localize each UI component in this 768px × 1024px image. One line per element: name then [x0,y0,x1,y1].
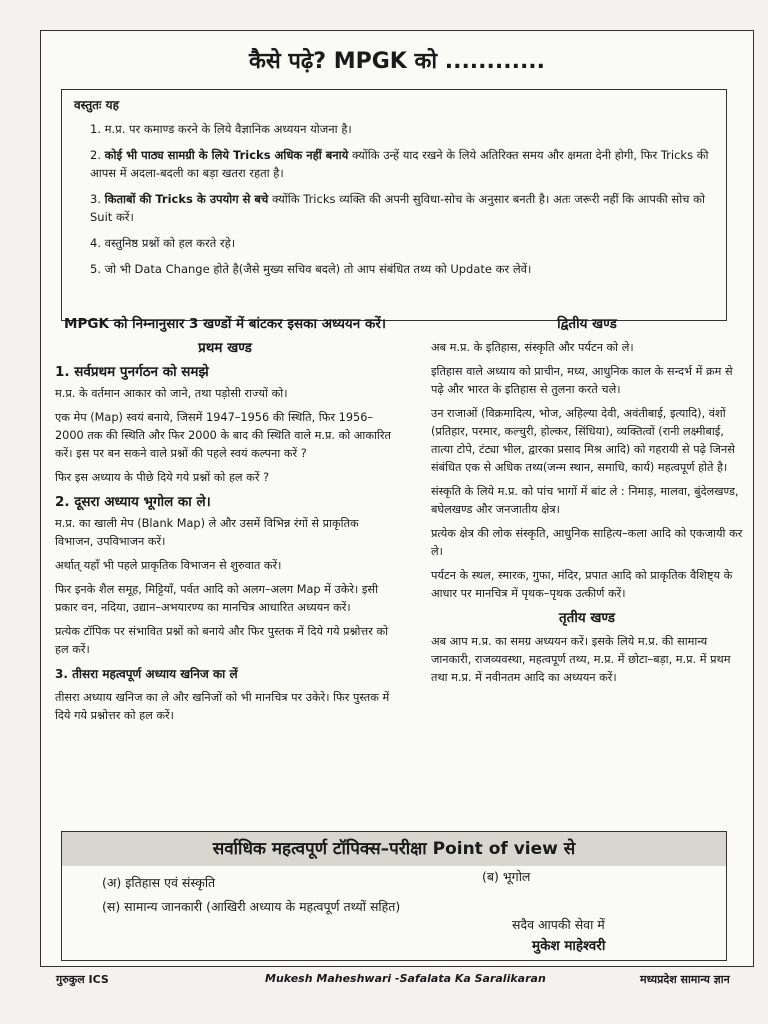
r-para4: संस्कृति के लिये म.प्र. को पांच भागों में बांट ले : निमाड़, मालवा, बुंदेलखण्ड, बघेलखण्ड और जनजातीय क्षेत्र। [431,485,739,516]
s2-heading: 2. दूसरा अध्याय भूगोल का ले। [55,494,211,510]
page-title: कैसे पढ़े? MPGK को ............ [248,49,546,74]
topics-banner: सर्वाधिक महत्वपूर्ण टॉपिक्स–परीक्षा Point of view से [62,832,726,866]
s2-para2: अर्थात् यहाँ भी पहले प्राकृतिक विभाजन से शुरुवात करें। [55,559,282,572]
left-column [55,313,395,731]
s2-para3: फिर इनके शैल समूह, मिट्टियाँ, पर्वत आदि को अलग–अलग Map में उकेरे। इसी प्रकार वन, नदिया, उद्यान–अभयारण्य का मानचित्र आधारित अध्ययन करें। [55,583,378,614]
r-para2: इतिहास वाले अध्याय को प्राचीन, मध्य, आधुनिक काल के सन्दर्भ में क्रम से पढ़े और भारत के इतिहास से तुलना करते चले। [431,365,733,396]
document-page [40,30,754,967]
topics-box [61,831,727,961]
r-para1: अब म.प्र. के इतिहास, संस्कृति और पर्यटन को ले। [431,341,634,354]
list-item: 5. जो भी Data Change होते है(जैसे मुख्य सचिव बदले) तो आप संबंधित तथ्य को Update कर लेवें। [90,262,532,276]
right-column [431,313,743,693]
s1-para3: फिर इस अध्याय के पीछे दिये गये प्रश्नों को हल करें ? [55,471,270,484]
r-para5: प्रत्येक क्षेत्र की लोक संस्कृति, आधुनिक साहित्य–कला आदि को एकजायी कर ले। [431,527,743,558]
signature-name: मुकेश माहेश्वरी [532,938,606,954]
list-item: 2. कोई भी पाठ्य सामग्री के लिये Tricks अधिक नहीं बनाये क्योंकि उन्हें याद रखने के लिये अतिरिक्त समय और क्षमता देनी होगी, फिर Tricks की आपस में अदला-बदली का बड़ा खतरा रहता है। [90,148,709,180]
section1-title: प्रथम खण्ड [198,340,252,356]
s1-para2: एक मेप (Map) स्वयं बनाये, जिसमें 1947–1956 की स्थिति, फिर 1956–2000 तक की स्थिति और फिर 2000 के बाद की स्थिति वाले म.प्र. को आकारित करें। इस पर बन सकने वाले प्रश्नों की पहले स्वयं कल्पना करें ? [55,411,391,460]
section3-title: तृतीय खण्ड [558,610,616,626]
s1-para1: म.प्र. के वर्तमान आकार को जाने, तथा पड़ोसी राज्यों को। [55,387,288,400]
intro-list [62,120,726,286]
footer-right: मध्यप्रदेश सामान्य ज्ञान [640,973,730,986]
r-para7: अब आप म.प्र. का समग्र अध्ययन करें। इसके लिये म.प्र. की सामान्य जानकारी, राजव्यवस्था, महत्वपूर्ण तथ्य, म.प्र. में छोटा–बड़ा, म.प्र. में प्रथम तथा म.प्र. में नवीनतम आदि का अध्ययन करें। [431,635,731,684]
s2-para4: प्रत्येक टॉपिक पर संभावित प्रश्नों को बनाये और फिर पुस्तक में दिये गये प्रश्नोत्तर को हल करें। [55,625,389,656]
list-item: 3. किताबों की Tricks के उपयोग से बचे क्योंकि Tricks व्यक्ति की अपनी सुविधा-सोच के अनुसार बनती है। अतः जरूरी नहीं कि आपकी सोच को Suit करें। [90,192,705,224]
list-item: 4. वस्तुनिष्ठ प्रश्नों को हल करते रहे। [90,236,236,250]
intro-box [61,89,727,321]
footer-left: गुरुकुल ICS [56,973,109,986]
footer-center: Mukesh Maheshwari -Safalata Ka Saralikaran [265,972,546,985]
left-heading: MPGK को निम्नानुसार 3 खण्डों में बांटकर इसका अध्ययन करें। [64,316,386,332]
r-para6: पर्यटन के स्थल, स्मारक, गुफा, मंदिर, प्रपात आदि को प्राकृतिक वैशिष्ट्य के आधार पर मानचित्र में पृथक–पृथक उत्कीर्ण करें। [431,569,733,600]
topic-c: (स) सामान्य जानकारी (आखिरी अध्याय के महत्वपूर्ण तथ्यों सहित) [102,899,401,914]
intro-lead: वस्तुतः यह [74,98,119,112]
topic-b: (ब) भूगोल [482,869,531,884]
topic-a: (अ) इतिहास एवं संस्कृति [102,875,216,890]
r-para3: उन राजाओं (विक्रमादित्य, भोज, अहिल्या देवी, अवंतीबाई, इत्यादि), वंशों (प्रतिहार, परमार, कल्चुरी, होल्कर, सिंधिया), व्यक्तित्वों (रानी लक्ष्मीबाई, तात्या टोपे, टंट्या भील, द्वारका प्रसाद मिश्र आदि) को गहरायी से पढ़े जिनसे संबंधित एक से अधिक तथ्य(जन्म स्थान, समाधि, कार्य) महत्वपूर्ण होते है। [431,407,735,474]
s2-para1: म.प्र. का खाली मेप (Blank Map) ले और उसमें विभिन्न रंगों से प्राकृतिक विभाजन, उपविभाजन करें। [55,517,359,548]
signature-line1: सदैव आपकी सेवा में [512,917,605,932]
s3-heading: 3. तीसरा महत्वपूर्ण अध्याय खनिज का लें [55,667,238,681]
s3-para1: तीसरा अध्याय खनिज का ले और खनिजों को भी मानचित्र पर उकेरे। फिर पुस्तक में दिये गये प्रश्नोत्तर को हल करें। [55,691,390,722]
s1-heading: 1. सर्वप्रथम पुनर्गठन को समझे [55,364,209,380]
section2-title: द्वितीय खण्ड [557,316,617,332]
list-item: 1. म.प्र. पर कमाण्ड करने के लिये वैज्ञानिक अध्ययन योजना है। [90,122,352,136]
